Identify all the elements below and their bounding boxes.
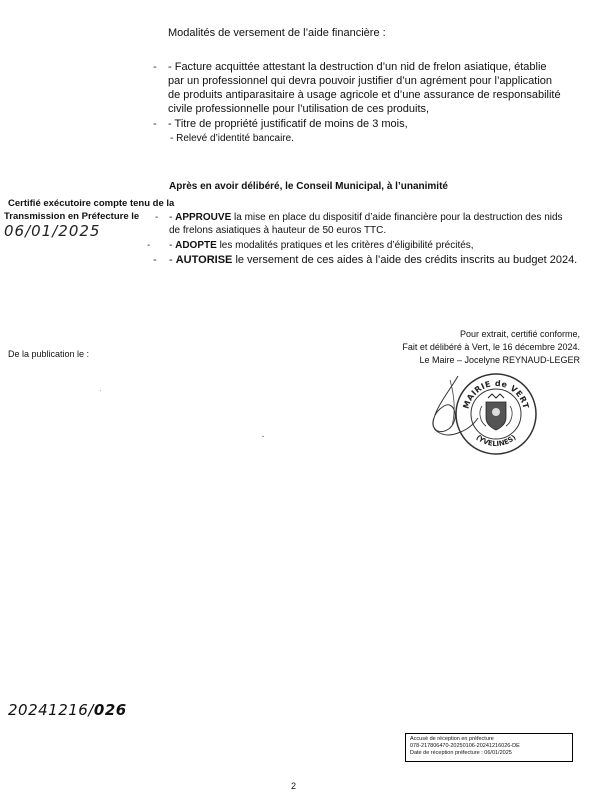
certification-line-2: Transmission en Préfecture le: [4, 211, 140, 222]
decision-keyword: APPROUVE: [175, 212, 232, 223]
mairie-stamp: [454, 372, 538, 456]
receipt-line-1: Accusé de réception en préfecture: [410, 736, 494, 742]
stamp-bottom-text: (YVELINES): [474, 433, 518, 449]
reference-prefix: 20241216/: [8, 701, 94, 719]
decision-text: le versement de ces aides à l’aide des crédits inscrits au budget 2024.: [235, 254, 578, 266]
deliberation-reference: [8, 701, 127, 719]
reference-number: 026: [93, 701, 127, 719]
signature-line-3: Le Maire – Jocelyne REYNAUD-LEGER: [419, 355, 580, 365]
decision-text: les modalités pratiques et les critères d’éligibilité précités,: [219, 240, 474, 251]
modalites-item-3: - Relevé d’identité bancaire.: [170, 133, 294, 144]
decision-adopte: - ADOPTE les modalités pratiques et les critères d’éligibilité précités,: [169, 240, 474, 251]
modalites-item-2: - Titre de propriété justificatif de moins de 3 mois,: [168, 118, 408, 130]
signature-line-1: Pour extrait, certifié conforme,: [459, 329, 580, 339]
signature-line-2: Fait et délibéré à Vert, le 16 décembre 2024.: [402, 342, 580, 352]
svg-text:(YVELINES): [474, 434, 517, 449]
modalites-item-1-line-1: - Facture acquittée attestant la destruction d’un nid de frelon asiatique, établie: [168, 61, 547, 73]
crest-icon: [480, 394, 512, 430]
decision-keyword: AUTORISE: [175, 254, 233, 266]
handwritten-date: 06/01/2025: [4, 222, 101, 240]
modalites-item-1-line-2: par un professionnel qui devra pouvoir justifier d’un agrément pour l’application: [168, 75, 553, 87]
publication-label: De la publication le :: [8, 349, 90, 359]
decision-text: la mise en place du dispositif d’aide financière pour la destruction des nids: [234, 212, 563, 223]
bullet-dash: -: [153, 118, 157, 130]
modalites-heading: Modalités de versement de l’aide financière :: [168, 27, 386, 39]
page-number: 2: [291, 781, 297, 791]
stamp-top-text: MAIRIE de VERT: [461, 378, 531, 410]
decision-approuve: - APPROUVE la mise en place du dispositif d’aide financière pour la destruction des nids: [169, 212, 563, 223]
modalites-item-1-line-3: de produits antiparasitaire à usage agricole et d’une assurance de responsabilité: [168, 89, 561, 101]
receipt-line-2: 078-217806470-20250106-20241216026-DE: [410, 743, 520, 749]
decision-autorise: - AUTORISE le versement de ces aides à l’aide des crédits inscrits au budget 2024.: [169, 254, 578, 266]
deliberation-intro: Après en avoir délibéré, le Conseil Municipal, à l’unanimité: [169, 181, 448, 192]
modalites-item-1-line-4: civile professionnelle pour l’utilisation de ces produits,: [168, 103, 430, 115]
receipt-line-3: Date de réception préfecture : 06/01/2025: [410, 750, 512, 756]
decision-approuve-continuation: de frelons asiatiques à hauteur de 50 euros TTC.: [169, 225, 387, 236]
bullet-dash: -: [153, 254, 157, 266]
speck: [100, 390, 101, 391]
bullet-dash: -: [153, 61, 157, 73]
bullet-dash: -: [155, 212, 159, 223]
prefecture-receipt-box: [405, 733, 573, 762]
decision-keyword: ADOPTE: [175, 240, 217, 251]
certification-line-1: Certifié exécutoire compte tenu de la: [8, 198, 175, 209]
speck: [262, 436, 264, 437]
bullet-dash: -: [147, 240, 151, 251]
